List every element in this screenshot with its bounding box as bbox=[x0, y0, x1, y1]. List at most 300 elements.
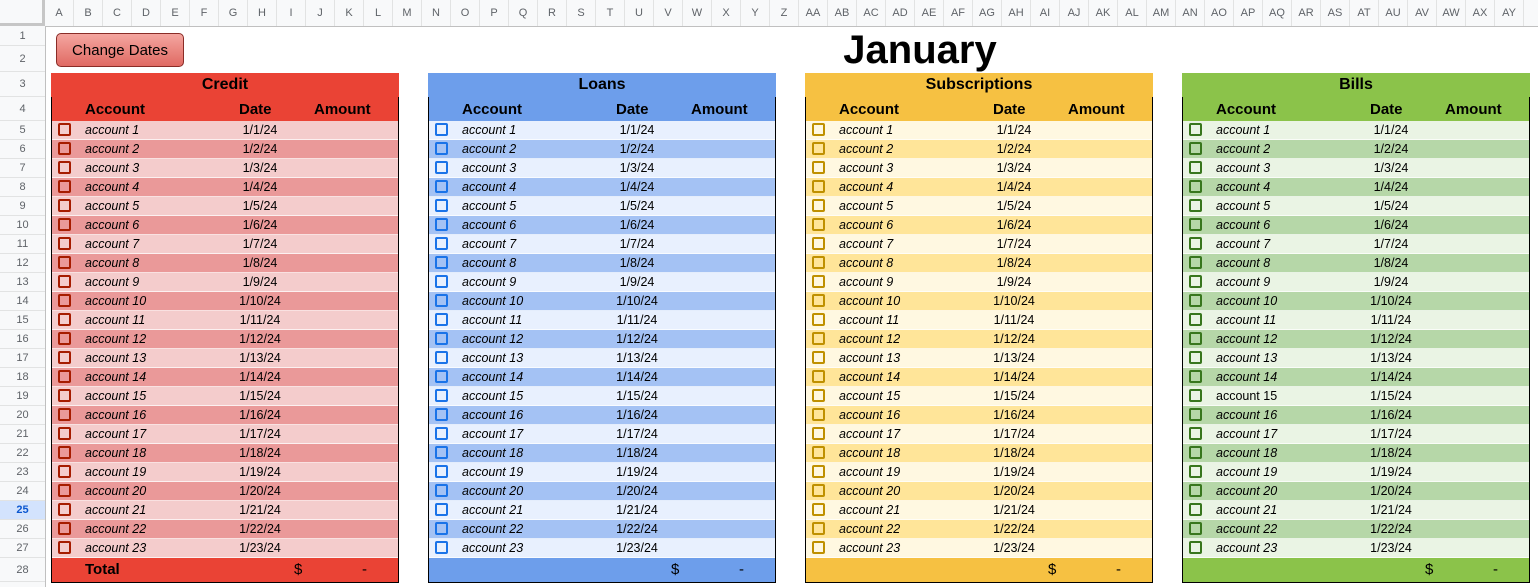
column-header-ak[interactable]: AK bbox=[1089, 0, 1118, 26]
date-cell[interactable]: 1/12/24 bbox=[993, 332, 1035, 346]
column-header-x[interactable]: X bbox=[712, 0, 741, 26]
account-name[interactable]: account 4 bbox=[85, 180, 140, 194]
paid-checkbox[interactable] bbox=[812, 389, 825, 402]
account-name[interactable]: account 14 bbox=[85, 370, 147, 384]
paid-checkbox[interactable] bbox=[812, 275, 825, 288]
paid-checkbox[interactable] bbox=[58, 237, 71, 250]
paid-checkbox[interactable] bbox=[435, 541, 448, 554]
account-name[interactable]: account 19 bbox=[85, 465, 147, 479]
date-cell[interactable]: 1/4/24 bbox=[1373, 180, 1409, 194]
account-name[interactable]: account 9 bbox=[1216, 275, 1271, 289]
paid-checkbox[interactable] bbox=[1189, 408, 1202, 421]
date-cell[interactable]: 1/7/24 bbox=[242, 237, 278, 251]
account-name[interactable]: account 22 bbox=[462, 522, 524, 536]
paid-checkbox[interactable] bbox=[812, 427, 825, 440]
account-name[interactable]: account 9 bbox=[839, 275, 894, 289]
column-header-av[interactable]: AV bbox=[1408, 0, 1437, 26]
date-cell[interactable]: 1/3/24 bbox=[619, 161, 655, 175]
account-name[interactable]: account 3 bbox=[839, 161, 894, 175]
column-header-ad[interactable]: AD bbox=[886, 0, 915, 26]
date-cell[interactable]: 1/15/24 bbox=[616, 389, 658, 403]
account-name[interactable]: account 16 bbox=[839, 408, 901, 422]
date-cell[interactable]: 1/7/24 bbox=[1373, 237, 1409, 251]
paid-checkbox[interactable] bbox=[58, 218, 71, 231]
row-header-8[interactable]: 8 bbox=[0, 178, 45, 197]
date-cell[interactable]: 1/1/24 bbox=[242, 123, 278, 137]
paid-checkbox[interactable] bbox=[1189, 351, 1202, 364]
paid-checkbox[interactable] bbox=[58, 389, 71, 402]
paid-checkbox[interactable] bbox=[58, 484, 71, 497]
paid-checkbox[interactable] bbox=[58, 294, 71, 307]
paid-checkbox[interactable] bbox=[435, 180, 448, 193]
date-cell[interactable]: 1/1/24 bbox=[1373, 123, 1409, 137]
paid-checkbox[interactable] bbox=[1189, 541, 1202, 554]
paid-checkbox[interactable] bbox=[58, 199, 71, 212]
date-cell[interactable]: 1/3/24 bbox=[1373, 161, 1409, 175]
date-cell[interactable]: 1/1/24 bbox=[996, 123, 1032, 137]
account-name[interactable]: account 9 bbox=[462, 275, 517, 289]
date-cell[interactable]: 1/19/24 bbox=[993, 465, 1035, 479]
account-name[interactable]: account 22 bbox=[85, 522, 147, 536]
date-cell[interactable]: 1/23/24 bbox=[616, 541, 658, 555]
account-name[interactable]: account 7 bbox=[839, 237, 894, 251]
column-header-an[interactable]: AN bbox=[1176, 0, 1205, 26]
account-name[interactable]: account 15 bbox=[839, 389, 901, 403]
date-cell[interactable]: 1/9/24 bbox=[619, 275, 655, 289]
row-header-6[interactable]: 6 bbox=[0, 140, 45, 159]
date-cell[interactable]: 1/14/24 bbox=[239, 370, 281, 384]
date-cell[interactable]: 1/20/24 bbox=[993, 484, 1035, 498]
account-name[interactable]: account 7 bbox=[85, 237, 140, 251]
paid-checkbox[interactable] bbox=[58, 351, 71, 364]
paid-checkbox[interactable] bbox=[435, 484, 448, 497]
row-header-17[interactable]: 17 bbox=[0, 349, 45, 368]
paid-checkbox[interactable] bbox=[58, 427, 71, 440]
account-name[interactable]: account 18 bbox=[839, 446, 901, 460]
column-header-aa[interactable]: AA bbox=[799, 0, 828, 26]
paid-checkbox[interactable] bbox=[1189, 465, 1202, 478]
column-header-af[interactable]: AF bbox=[944, 0, 973, 26]
account-name[interactable]: account 3 bbox=[1216, 161, 1271, 175]
paid-checkbox[interactable] bbox=[58, 275, 71, 288]
column-header-ar[interactable]: AR bbox=[1292, 0, 1321, 26]
paid-checkbox[interactable] bbox=[58, 123, 71, 136]
column-header-v[interactable]: V bbox=[654, 0, 683, 26]
paid-checkbox[interactable] bbox=[812, 161, 825, 174]
paid-checkbox[interactable] bbox=[435, 522, 448, 535]
account-name[interactable]: account 23 bbox=[839, 541, 901, 555]
account-name[interactable]: account 12 bbox=[462, 332, 524, 346]
account-name[interactable]: account 19 bbox=[839, 465, 901, 479]
column-header-ae[interactable]: AE bbox=[915, 0, 944, 26]
account-name[interactable]: account 20 bbox=[1216, 484, 1278, 498]
column-header-p[interactable]: P bbox=[480, 0, 509, 26]
row-header-15[interactable]: 15 bbox=[0, 311, 45, 330]
paid-checkbox[interactable] bbox=[58, 446, 71, 459]
account-name[interactable]: account 10 bbox=[462, 294, 524, 308]
column-header-as[interactable]: AS bbox=[1321, 0, 1350, 26]
account-name[interactable]: account 2 bbox=[462, 142, 517, 156]
account-name[interactable]: account 16 bbox=[1216, 408, 1278, 422]
account-name[interactable]: account 1 bbox=[839, 123, 894, 137]
column-header-s[interactable]: S bbox=[567, 0, 596, 26]
paid-checkbox[interactable] bbox=[58, 161, 71, 174]
column-header-i[interactable]: I bbox=[277, 0, 306, 26]
date-cell[interactable]: 1/19/24 bbox=[239, 465, 281, 479]
date-cell[interactable]: 1/3/24 bbox=[996, 161, 1032, 175]
column-header-k[interactable]: K bbox=[335, 0, 364, 26]
date-cell[interactable]: 1/23/24 bbox=[993, 541, 1035, 555]
paid-checkbox[interactable] bbox=[1189, 503, 1202, 516]
paid-checkbox[interactable] bbox=[58, 522, 71, 535]
account-name[interactable]: account 11 bbox=[462, 313, 523, 327]
date-cell[interactable]: 1/10/24 bbox=[616, 294, 658, 308]
date-cell[interactable]: 1/20/24 bbox=[1370, 484, 1412, 498]
date-cell[interactable]: 1/16/24 bbox=[993, 408, 1035, 422]
change-dates-button[interactable]: Change Dates bbox=[56, 33, 184, 67]
paid-checkbox[interactable] bbox=[58, 465, 71, 478]
paid-checkbox[interactable] bbox=[812, 446, 825, 459]
date-cell[interactable]: 1/12/24 bbox=[239, 332, 281, 346]
account-name[interactable]: account 8 bbox=[85, 256, 140, 270]
account-name[interactable]: account 8 bbox=[462, 256, 517, 270]
paid-checkbox[interactable] bbox=[435, 199, 448, 212]
column-header-a[interactable]: A bbox=[45, 0, 74, 26]
paid-checkbox[interactable] bbox=[1189, 332, 1202, 345]
date-cell[interactable]: 1/17/24 bbox=[239, 427, 281, 441]
account-name[interactable]: account 2 bbox=[1216, 142, 1271, 156]
paid-checkbox[interactable] bbox=[812, 370, 825, 383]
row-header-16[interactable]: 16 bbox=[0, 330, 45, 349]
paid-checkbox[interactable] bbox=[435, 237, 448, 250]
date-cell[interactable]: 1/17/24 bbox=[1370, 427, 1412, 441]
account-name[interactable]: account 20 bbox=[85, 484, 147, 498]
paid-checkbox[interactable] bbox=[435, 313, 448, 326]
account-name[interactable]: account 7 bbox=[462, 237, 517, 251]
paid-checkbox[interactable] bbox=[435, 161, 448, 174]
account-name[interactable]: account 16 bbox=[85, 408, 147, 422]
account-name[interactable]: account 10 bbox=[1216, 294, 1278, 308]
date-cell[interactable]: 1/18/24 bbox=[993, 446, 1035, 460]
paid-checkbox[interactable] bbox=[812, 541, 825, 554]
paid-checkbox[interactable] bbox=[435, 294, 448, 307]
paid-checkbox[interactable] bbox=[435, 123, 448, 136]
paid-checkbox[interactable] bbox=[435, 351, 448, 364]
account-name[interactable]: account 15 bbox=[462, 389, 524, 403]
row-header-1[interactable]: 1 bbox=[0, 26, 45, 46]
date-cell[interactable]: 1/8/24 bbox=[619, 256, 655, 270]
column-header-m[interactable]: M bbox=[393, 0, 422, 26]
date-cell[interactable]: 1/16/24 bbox=[1370, 408, 1412, 422]
column-header-at[interactable]: AT bbox=[1350, 0, 1379, 26]
account-name[interactable]: account 2 bbox=[85, 142, 140, 156]
date-cell[interactable]: 1/11/24 bbox=[993, 313, 1035, 327]
date-cell[interactable]: 1/7/24 bbox=[996, 237, 1032, 251]
date-cell[interactable]: 1/13/24 bbox=[616, 351, 658, 365]
date-cell[interactable]: 1/1/24 bbox=[619, 123, 655, 137]
account-name[interactable]: account 2 bbox=[839, 142, 894, 156]
paid-checkbox[interactable] bbox=[1189, 218, 1202, 231]
date-cell[interactable]: 1/16/24 bbox=[239, 408, 281, 422]
date-cell[interactable]: 1/14/24 bbox=[1370, 370, 1412, 384]
date-cell[interactable]: 1/8/24 bbox=[242, 256, 278, 270]
column-header-y[interactable]: Y bbox=[741, 0, 770, 26]
date-cell[interactable]: 1/20/24 bbox=[616, 484, 658, 498]
row-header-12[interactable]: 12 bbox=[0, 254, 45, 273]
paid-checkbox[interactable] bbox=[58, 180, 71, 193]
account-name[interactable]: account 8 bbox=[1216, 256, 1271, 270]
date-cell[interactable]: 1/13/24 bbox=[1370, 351, 1412, 365]
date-cell[interactable]: 1/10/24 bbox=[1370, 294, 1412, 308]
paid-checkbox[interactable] bbox=[1189, 370, 1202, 383]
account-name[interactable]: account 1 bbox=[462, 123, 517, 137]
account-name[interactable]: account 13 bbox=[1216, 351, 1278, 365]
paid-checkbox[interactable] bbox=[812, 351, 825, 364]
account-name[interactable]: account 23 bbox=[85, 541, 147, 555]
account-name[interactable]: account 8 bbox=[839, 256, 894, 270]
account-name[interactable]: account 6 bbox=[1216, 218, 1271, 232]
account-name[interactable]: account 19 bbox=[1216, 465, 1278, 479]
column-header-ay[interactable]: AY bbox=[1495, 0, 1524, 26]
column-header-al[interactable]: AL bbox=[1118, 0, 1147, 26]
account-name[interactable]: account 1 bbox=[1216, 123, 1271, 137]
account-name[interactable]: account 17 bbox=[462, 427, 524, 441]
column-header-ah[interactable]: AH bbox=[1002, 0, 1031, 26]
row-header-3[interactable]: 3 bbox=[0, 72, 45, 97]
paid-checkbox[interactable] bbox=[1189, 313, 1202, 326]
paid-checkbox[interactable] bbox=[435, 427, 448, 440]
paid-checkbox[interactable] bbox=[1189, 275, 1202, 288]
column-header-c[interactable]: C bbox=[103, 0, 132, 26]
row-header-22[interactable]: 22 bbox=[0, 444, 45, 463]
paid-checkbox[interactable] bbox=[812, 503, 825, 516]
account-name[interactable]: account 5 bbox=[1216, 199, 1271, 213]
account-name[interactable]: account 21 bbox=[462, 503, 524, 517]
column-header-ax[interactable]: AX bbox=[1466, 0, 1495, 26]
account-name[interactable]: account 5 bbox=[462, 199, 517, 213]
paid-checkbox[interactable] bbox=[1189, 446, 1202, 459]
date-cell[interactable]: 1/5/24 bbox=[1373, 199, 1409, 213]
date-cell[interactable]: 1/18/24 bbox=[616, 446, 658, 460]
paid-checkbox[interactable] bbox=[1189, 142, 1202, 155]
column-header-q[interactable]: Q bbox=[509, 0, 538, 26]
paid-checkbox[interactable] bbox=[812, 199, 825, 212]
account-name[interactable]: account 23 bbox=[1216, 541, 1278, 555]
date-cell[interactable]: 1/16/24 bbox=[616, 408, 658, 422]
date-cell[interactable]: 1/21/24 bbox=[1370, 503, 1412, 517]
date-cell[interactable]: 1/4/24 bbox=[996, 180, 1032, 194]
account-name[interactable]: account 15 bbox=[1216, 389, 1278, 403]
paid-checkbox[interactable] bbox=[812, 142, 825, 155]
account-name[interactable]: account 22 bbox=[839, 522, 901, 536]
date-cell[interactable]: 1/5/24 bbox=[619, 199, 655, 213]
date-cell[interactable]: 1/17/24 bbox=[616, 427, 658, 441]
date-cell[interactable]: 1/22/24 bbox=[239, 522, 281, 536]
date-cell[interactable]: 1/13/24 bbox=[993, 351, 1035, 365]
account-name[interactable]: account 12 bbox=[1216, 332, 1278, 346]
row-header-28[interactable]: 28 bbox=[0, 558, 45, 582]
date-cell[interactable]: 1/5/24 bbox=[242, 199, 278, 213]
paid-checkbox[interactable] bbox=[1189, 161, 1202, 174]
account-name[interactable]: account 14 bbox=[1216, 370, 1278, 384]
account-name[interactable]: account 6 bbox=[462, 218, 517, 232]
account-name[interactable]: account 10 bbox=[85, 294, 147, 308]
paid-checkbox[interactable] bbox=[435, 218, 448, 231]
date-cell[interactable]: 1/19/24 bbox=[616, 465, 658, 479]
column-header-aw[interactable]: AW bbox=[1437, 0, 1466, 26]
column-header-ao[interactable]: AO bbox=[1205, 0, 1234, 26]
row-header-25[interactable]: 25 bbox=[0, 501, 45, 520]
paid-checkbox[interactable] bbox=[812, 218, 825, 231]
paid-checkbox[interactable] bbox=[435, 446, 448, 459]
column-header-g[interactable]: G bbox=[219, 0, 248, 26]
account-name[interactable]: account 9 bbox=[85, 275, 140, 289]
paid-checkbox[interactable] bbox=[1189, 522, 1202, 535]
account-name[interactable]: account 6 bbox=[839, 218, 894, 232]
paid-checkbox[interactable] bbox=[812, 180, 825, 193]
column-header-ai[interactable]: AI bbox=[1031, 0, 1060, 26]
column-header-l[interactable]: L bbox=[364, 0, 393, 26]
account-name[interactable]: account 18 bbox=[1216, 446, 1278, 460]
account-name[interactable]: account 21 bbox=[85, 503, 147, 517]
column-header-b[interactable]: B bbox=[74, 0, 103, 26]
row-header-18[interactable]: 18 bbox=[0, 368, 45, 387]
paid-checkbox[interactable] bbox=[435, 256, 448, 269]
paid-checkbox[interactable] bbox=[1189, 256, 1202, 269]
account-name[interactable]: account 21 bbox=[1216, 503, 1278, 517]
account-name[interactable]: account 7 bbox=[1216, 237, 1271, 251]
date-cell[interactable]: 1/14/24 bbox=[993, 370, 1035, 384]
account-name[interactable]: account 23 bbox=[462, 541, 524, 555]
date-cell[interactable]: 1/15/24 bbox=[993, 389, 1035, 403]
column-header-h[interactable]: H bbox=[248, 0, 277, 26]
date-cell[interactable]: 1/12/24 bbox=[616, 332, 658, 346]
paid-checkbox[interactable] bbox=[58, 313, 71, 326]
account-name[interactable]: account 21 bbox=[839, 503, 901, 517]
column-header-ac[interactable]: AC bbox=[857, 0, 886, 26]
date-cell[interactable]: 1/4/24 bbox=[242, 180, 278, 194]
account-name[interactable]: account 17 bbox=[839, 427, 901, 441]
date-cell[interactable]: 1/5/24 bbox=[996, 199, 1032, 213]
date-cell[interactable]: 1/22/24 bbox=[616, 522, 658, 536]
paid-checkbox[interactable] bbox=[812, 465, 825, 478]
date-cell[interactable]: 1/11/24 bbox=[1370, 313, 1412, 327]
column-header-am[interactable]: AM bbox=[1147, 0, 1176, 26]
paid-checkbox[interactable] bbox=[812, 332, 825, 345]
select-all-corner[interactable] bbox=[0, 0, 45, 26]
paid-checkbox[interactable] bbox=[435, 142, 448, 155]
date-cell[interactable]: 1/10/24 bbox=[993, 294, 1035, 308]
row-header-20[interactable]: 20 bbox=[0, 406, 45, 425]
account-name[interactable]: account 4 bbox=[1216, 180, 1271, 194]
account-name[interactable]: account 12 bbox=[85, 332, 147, 346]
column-header-ab[interactable]: AB bbox=[828, 0, 857, 26]
column-header-w[interactable]: W bbox=[683, 0, 712, 26]
row-header-7[interactable]: 7 bbox=[0, 159, 45, 178]
account-name[interactable]: account 13 bbox=[462, 351, 524, 365]
date-cell[interactable]: 1/9/24 bbox=[1373, 275, 1409, 289]
paid-checkbox[interactable] bbox=[435, 389, 448, 402]
date-cell[interactable]: 1/4/24 bbox=[619, 180, 655, 194]
date-cell[interactable]: 1/7/24 bbox=[619, 237, 655, 251]
account-name[interactable]: account 5 bbox=[839, 199, 894, 213]
paid-checkbox[interactable] bbox=[812, 408, 825, 421]
account-name[interactable]: account 14 bbox=[462, 370, 524, 384]
account-name[interactable]: account 18 bbox=[462, 446, 524, 460]
account-name[interactable]: account 20 bbox=[839, 484, 901, 498]
account-name[interactable]: account 11 bbox=[839, 313, 900, 327]
account-name[interactable]: account 6 bbox=[85, 218, 140, 232]
column-header-d[interactable]: D bbox=[132, 0, 161, 26]
account-name[interactable]: account 11 bbox=[1216, 313, 1277, 327]
row-header-11[interactable]: 11 bbox=[0, 235, 45, 254]
paid-checkbox[interactable] bbox=[812, 294, 825, 307]
paid-checkbox[interactable] bbox=[435, 370, 448, 383]
paid-checkbox[interactable] bbox=[435, 408, 448, 421]
row-header-2[interactable]: 2 bbox=[0, 46, 45, 72]
date-cell[interactable]: 1/10/24 bbox=[239, 294, 281, 308]
column-header-ag[interactable]: AG bbox=[973, 0, 1002, 26]
column-header-ap[interactable]: AP bbox=[1234, 0, 1263, 26]
paid-checkbox[interactable] bbox=[58, 541, 71, 554]
column-header-aq[interactable]: AQ bbox=[1263, 0, 1292, 26]
paid-checkbox[interactable] bbox=[1189, 389, 1202, 402]
date-cell[interactable]: 1/6/24 bbox=[1373, 218, 1409, 232]
paid-checkbox[interactable] bbox=[1189, 484, 1202, 497]
paid-checkbox[interactable] bbox=[1189, 199, 1202, 212]
date-cell[interactable]: 1/19/24 bbox=[1370, 465, 1412, 479]
date-cell[interactable]: 1/6/24 bbox=[996, 218, 1032, 232]
account-name[interactable]: account 15 bbox=[85, 389, 147, 403]
account-name[interactable]: account 19 bbox=[462, 465, 524, 479]
account-name[interactable]: account 4 bbox=[839, 180, 894, 194]
date-cell[interactable]: 1/23/24 bbox=[1370, 541, 1412, 555]
column-header-aj[interactable]: AJ bbox=[1060, 0, 1089, 26]
paid-checkbox[interactable] bbox=[58, 408, 71, 421]
column-header-n[interactable]: N bbox=[422, 0, 451, 26]
account-name[interactable]: account 12 bbox=[839, 332, 901, 346]
account-name[interactable]: account 14 bbox=[839, 370, 901, 384]
column-header-r[interactable]: R bbox=[538, 0, 567, 26]
row-header-13[interactable]: 13 bbox=[0, 273, 45, 292]
date-cell[interactable]: 1/22/24 bbox=[993, 522, 1035, 536]
paid-checkbox[interactable] bbox=[435, 332, 448, 345]
date-cell[interactable]: 1/3/24 bbox=[242, 161, 278, 175]
date-cell[interactable]: 1/22/24 bbox=[1370, 522, 1412, 536]
date-cell[interactable]: 1/18/24 bbox=[1370, 446, 1412, 460]
date-cell[interactable]: 1/8/24 bbox=[996, 256, 1032, 270]
paid-checkbox[interactable] bbox=[58, 370, 71, 383]
row-header-10[interactable]: 10 bbox=[0, 216, 45, 235]
row-header-24[interactable]: 24 bbox=[0, 482, 45, 501]
paid-checkbox[interactable] bbox=[812, 237, 825, 250]
paid-checkbox[interactable] bbox=[1189, 294, 1202, 307]
date-cell[interactable]: 1/18/24 bbox=[239, 446, 281, 460]
row-header-14[interactable]: 14 bbox=[0, 292, 45, 311]
account-name[interactable]: account 18 bbox=[85, 446, 147, 460]
date-cell[interactable]: 1/13/24 bbox=[239, 351, 281, 365]
date-cell[interactable]: 1/2/24 bbox=[1373, 142, 1409, 156]
column-header-j[interactable]: J bbox=[306, 0, 335, 26]
row-header-27[interactable]: 27 bbox=[0, 539, 45, 558]
date-cell[interactable]: 1/20/24 bbox=[239, 484, 281, 498]
date-cell[interactable]: 1/21/24 bbox=[239, 503, 281, 517]
row-header-19[interactable]: 19 bbox=[0, 387, 45, 406]
column-header-o[interactable]: O bbox=[451, 0, 480, 26]
column-header-e[interactable]: E bbox=[161, 0, 190, 26]
date-cell[interactable]: 1/8/24 bbox=[1373, 256, 1409, 270]
column-header-au[interactable]: AU bbox=[1379, 0, 1408, 26]
